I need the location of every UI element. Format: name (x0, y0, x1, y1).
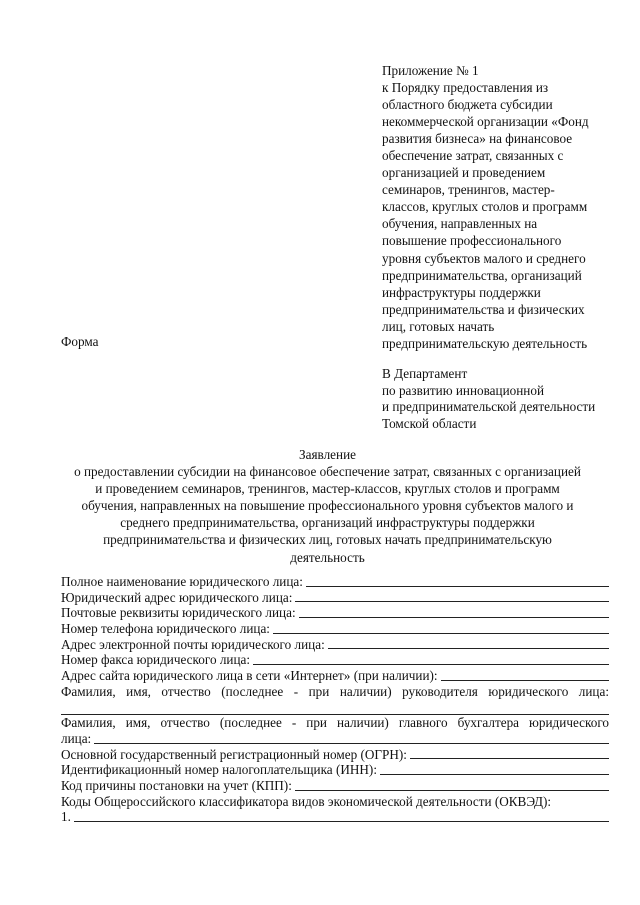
legal-address-input-line[interactable] (295, 600, 609, 602)
field-email (61, 637, 609, 653)
addressee-line: Томской области (382, 415, 477, 431)
appendix-line: к Порядку предоставления из (382, 80, 549, 96)
appendix-line: семинаров, тренингов, мастер- (382, 182, 555, 198)
field-label: лица: (61, 730, 92, 746)
field-label: Адрес сайта юридического лица в сети «Интернет» (при наличии): (61, 668, 438, 684)
appendix-line: обеспечение затрат, связанных с (382, 148, 564, 164)
email-input-line[interactable] (328, 647, 609, 649)
field-ogrn (61, 747, 609, 763)
full-name-input-line[interactable] (306, 585, 609, 587)
field-label: Номер телефона юридического лица: (61, 621, 270, 637)
appendix-line: некоммерческой организации «Фонд (382, 114, 589, 130)
postal-input-line[interactable] (299, 616, 609, 618)
appendix-line: инфраструктуры поддержки (382, 284, 541, 300)
appendix-line: классов, круглых столов и программ (382, 199, 588, 215)
appendix-line: лиц, готовых начать (382, 318, 495, 334)
title-line: среднего предпринимательства, организаций инфраструктуры поддержки (120, 515, 535, 531)
phone-input-line[interactable] (273, 632, 609, 634)
appendix-line: обучения, направленных на (382, 216, 538, 232)
field-phone (61, 621, 609, 637)
field-label: Почтовые реквизиты юридического лица: (61, 605, 296, 621)
field-label: Основной государственный регистрационный номер (ОГРН): (61, 746, 407, 762)
field-director-label: Фамилия, имя, отчество (последнее - при наличии) руководителя юридического лица: (61, 683, 609, 699)
field-okved-item (61, 809, 609, 825)
field-website (61, 668, 609, 684)
appendix-line: организацией и проведением (382, 165, 546, 181)
appendix-line: уровня субъектов малого и среднего (382, 250, 586, 266)
appendix-line: предпринимательства и физических (382, 301, 585, 317)
kpp-input-line[interactable] (295, 789, 609, 791)
field-label: Код причины постановки на учет (КПП): (61, 777, 292, 793)
accountant-input-line[interactable] (94, 742, 609, 744)
form-fields (61, 574, 609, 825)
addressee-block (382, 366, 632, 432)
field-postal (61, 605, 609, 621)
title-line: деятельность (290, 549, 365, 565)
field-label: Идентификационный номер налогоплательщика (ИНН): (61, 762, 377, 778)
field-inn (61, 762, 609, 778)
field-fax (61, 652, 609, 668)
application-title (50, 446, 605, 566)
title-line: о предоставлении субсидии на финансовое обеспечение затрат, связанных с организацией (74, 464, 581, 480)
appendix-line: областного бюджета субсидии (382, 97, 553, 113)
addressee-line: по развитию инновационной (382, 382, 545, 398)
field-accountant-label: Фамилия, имя, отчество (последнее - при наличии) главного бухгалтера юридического (61, 715, 609, 731)
field-legal-address (61, 590, 609, 606)
field-okved (61, 794, 609, 810)
inn-input-line[interactable] (380, 773, 609, 775)
form-label: Форма (61, 334, 99, 349)
addressee-line: В Департамент (382, 366, 468, 381)
field-label: Полное наименование юридического лица: (61, 573, 303, 589)
appendix-line: повышение профессионального (382, 233, 562, 249)
field-label: Адрес электронной почты юридического лица: (61, 636, 325, 652)
appendix-line: развития бизнеса» на финансовое (382, 131, 573, 147)
title-heading: Заявление (299, 447, 356, 462)
field-accountant (61, 731, 609, 747)
field-label: Номер факса юридического лица: (61, 652, 251, 668)
field-label: 1. (61, 809, 71, 825)
director-input-line[interactable] (61, 700, 609, 716)
field-kpp (61, 778, 609, 794)
title-line: обучения, направленных на повышение профессионального уровня субъектов малого и (81, 498, 574, 514)
title-line: и проведением семинаров, тренингов, мастер-классов, круглых столов и программ (95, 481, 560, 497)
appendix-header (382, 62, 622, 352)
title-line: предпринимательства и физических лиц, готовых начать предпринимательскую (103, 532, 552, 548)
addressee-line: и предпринимательской деятельности (382, 399, 596, 415)
website-input-line[interactable] (441, 679, 609, 681)
fax-input-line[interactable] (253, 663, 609, 665)
field-label: Юридический адрес юридического лица: (61, 589, 293, 605)
ogrn-input-line[interactable] (410, 757, 609, 759)
okved-item-input-line[interactable] (74, 820, 609, 822)
field-full-name (61, 574, 609, 590)
appendix-line: предпринимательства, организаций (382, 267, 582, 283)
appendix-line: предпринимательскую деятельность (382, 335, 588, 351)
field-label: Коды Общероссийского классификатора видов экономической деятельности (ОКВЭД): (61, 793, 552, 809)
appendix-line: Приложение № 1 (382, 63, 479, 78)
